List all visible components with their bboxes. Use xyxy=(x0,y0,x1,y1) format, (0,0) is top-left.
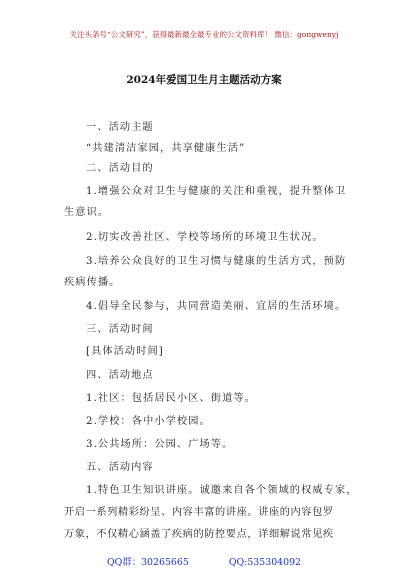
purpose-item-1: 1.增强公众对卫生与健康的关注和重视，提升整体卫 xyxy=(86,186,347,197)
activity-time: [具体活动时间] xyxy=(86,346,164,357)
header-banner: 关注头条号“公文研究”，获得最新最全最专业的公文资料库！ 微信：gongwenyj xyxy=(69,30,339,39)
qq-contact-number: QQ:535304092 xyxy=(228,557,302,568)
section-heading-theme: 一、活动主题 xyxy=(86,122,154,133)
footer-contact xyxy=(0,554,408,568)
content-item-1-cont-b: 万象，不仅精心涵盖了疾病的防控要点，详细解说常见疾 xyxy=(64,529,334,540)
purpose-item-4: 4.倡导全民参与，共同营造美丽、宜居的生活环境。 xyxy=(86,301,347,312)
qq-group-number: QQ群：30265665 xyxy=(106,557,189,568)
document-title: 2024年爱国卫生月主题活动方案 xyxy=(126,74,282,86)
purpose-item-2: 2.切实改善社区、学校等场所的环境卫生状况。 xyxy=(86,232,324,243)
content-item-1-cont-a: 开启一系列精彩纷呈、内容丰富的讲座。讲座的内容包罗 xyxy=(64,507,334,518)
theme-slogan: “共建清洁家园，共享健康生活” xyxy=(86,143,246,154)
section-heading-purpose: 二、活动目的 xyxy=(86,163,154,174)
section-heading-content: 五、活动内容 xyxy=(86,462,154,473)
section-heading-location: 四、活动地点 xyxy=(86,370,154,381)
content-item-1: 1.特色卫生知识讲座。诚邀来自各个领域的权威专家， xyxy=(86,485,358,496)
location-item-1: 1.社区：包括居民小区、街道等。 xyxy=(86,393,256,404)
purpose-item-1-cont: 生意识。 xyxy=(64,207,110,218)
section-heading-time: 三、活动时间 xyxy=(86,324,154,335)
location-item-3: 3.公共场所：公园、广场等。 xyxy=(86,439,234,450)
purpose-item-3-cont: 疾病传播。 xyxy=(64,277,121,288)
location-item-2: 2.学校：各中小学校园。 xyxy=(86,416,211,427)
purpose-item-3: 3.培养公众良好的卫生习惯与健康的生活方式，预防 xyxy=(86,256,347,267)
